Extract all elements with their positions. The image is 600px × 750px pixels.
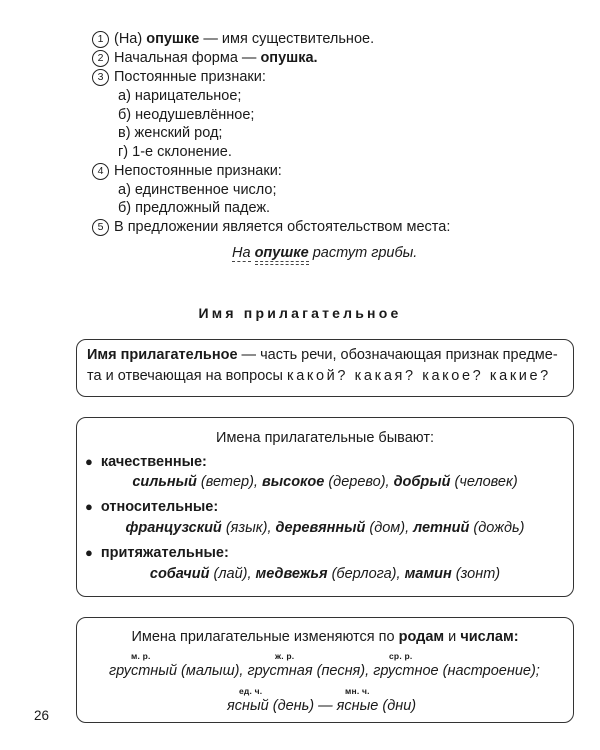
gender-tag-feminine: ж. р. bbox=[275, 651, 295, 661]
analysis-item-1: 1 (На) опушке — имя существительное. bbox=[92, 30, 374, 48]
page-number: 26 bbox=[34, 708, 50, 723]
type-label-qualitative: ● качественные: bbox=[85, 454, 207, 470]
type-label-possessive: ● притяжательные: bbox=[85, 545, 229, 561]
definition-line-2: та и отвечающая на вопросы какой? какая? какое? какие? bbox=[87, 368, 551, 384]
gender-examples: грустный (малыш), грустная (песня), грустное (настроение); bbox=[109, 663, 540, 679]
change-box bbox=[76, 617, 574, 723]
number-circle: 1 bbox=[92, 31, 109, 48]
question-words: какой? какая? какое? какие? bbox=[286, 368, 551, 384]
analysis-subitem: в) женский род; bbox=[118, 125, 223, 141]
type-label-relative: ● относительные: bbox=[85, 499, 219, 515]
number-examples: ясный (день) — ясные (дни) bbox=[227, 698, 417, 714]
analysis-item-3: 3 Постоянные признаки: bbox=[92, 68, 266, 86]
number-circle: 4 bbox=[92, 163, 109, 180]
analysis-subitem: а) нарицательное; bbox=[118, 88, 242, 104]
number-circle: 3 bbox=[92, 69, 109, 86]
underlined-word: опушке bbox=[254, 245, 309, 261]
analysis-subitem: а) единственное число; bbox=[118, 182, 277, 198]
analysis-item-5: 5 В предложении является обстоятельством места: bbox=[92, 218, 450, 236]
change-heading: Имена прилагательные изменяются по родам и числам: bbox=[131, 629, 519, 645]
gender-tag-masculine: м. р. bbox=[131, 651, 151, 661]
type-examples-qualitative: сильный (ветер), высокое (дерево), добрый (человек) bbox=[132, 474, 518, 490]
type-examples-possessive: собачий (лай), медвежья (берлога), мамин (зонт) bbox=[149, 566, 501, 582]
example-sentence: На опушке растут грибы. bbox=[232, 245, 418, 261]
underlined-preposition: На bbox=[232, 245, 251, 261]
number-circle: 5 bbox=[92, 219, 109, 236]
bullet-icon: ● bbox=[85, 454, 93, 469]
types-heading: Имена прилагательные бывают: bbox=[216, 430, 434, 446]
analysis-item-4: 4 Непостоянные признаки: bbox=[92, 162, 282, 180]
definition-line-1: Имя прилагательное — часть речи, обозначающая признак предме- bbox=[87, 347, 558, 363]
analysis-subitem: г) 1-е склонение. bbox=[118, 144, 232, 160]
number-tag-singular: ед. ч. bbox=[239, 686, 263, 696]
gender-tag-neuter: ср. р. bbox=[389, 651, 413, 661]
number-circle: 2 bbox=[92, 50, 109, 67]
analysis-item-2: 2 Начальная форма — опушка. bbox=[92, 49, 318, 67]
definition-box bbox=[76, 339, 574, 397]
number-tag-plural: мн. ч. bbox=[345, 686, 370, 696]
type-examples-relative: французский (язык), деревянный (дом), летний (дождь) bbox=[125, 520, 525, 536]
analysis-subitem: б) неодушевлённое; bbox=[118, 107, 255, 123]
types-box bbox=[76, 417, 574, 597]
bullet-icon: ● bbox=[85, 545, 93, 560]
analysis-subitem: б) предложный падеж. bbox=[118, 200, 271, 216]
definition-term: Имя прилагательное bbox=[87, 347, 238, 363]
section-title: Имя прилагательное bbox=[198, 305, 402, 321]
bullet-icon: ● bbox=[85, 499, 93, 514]
